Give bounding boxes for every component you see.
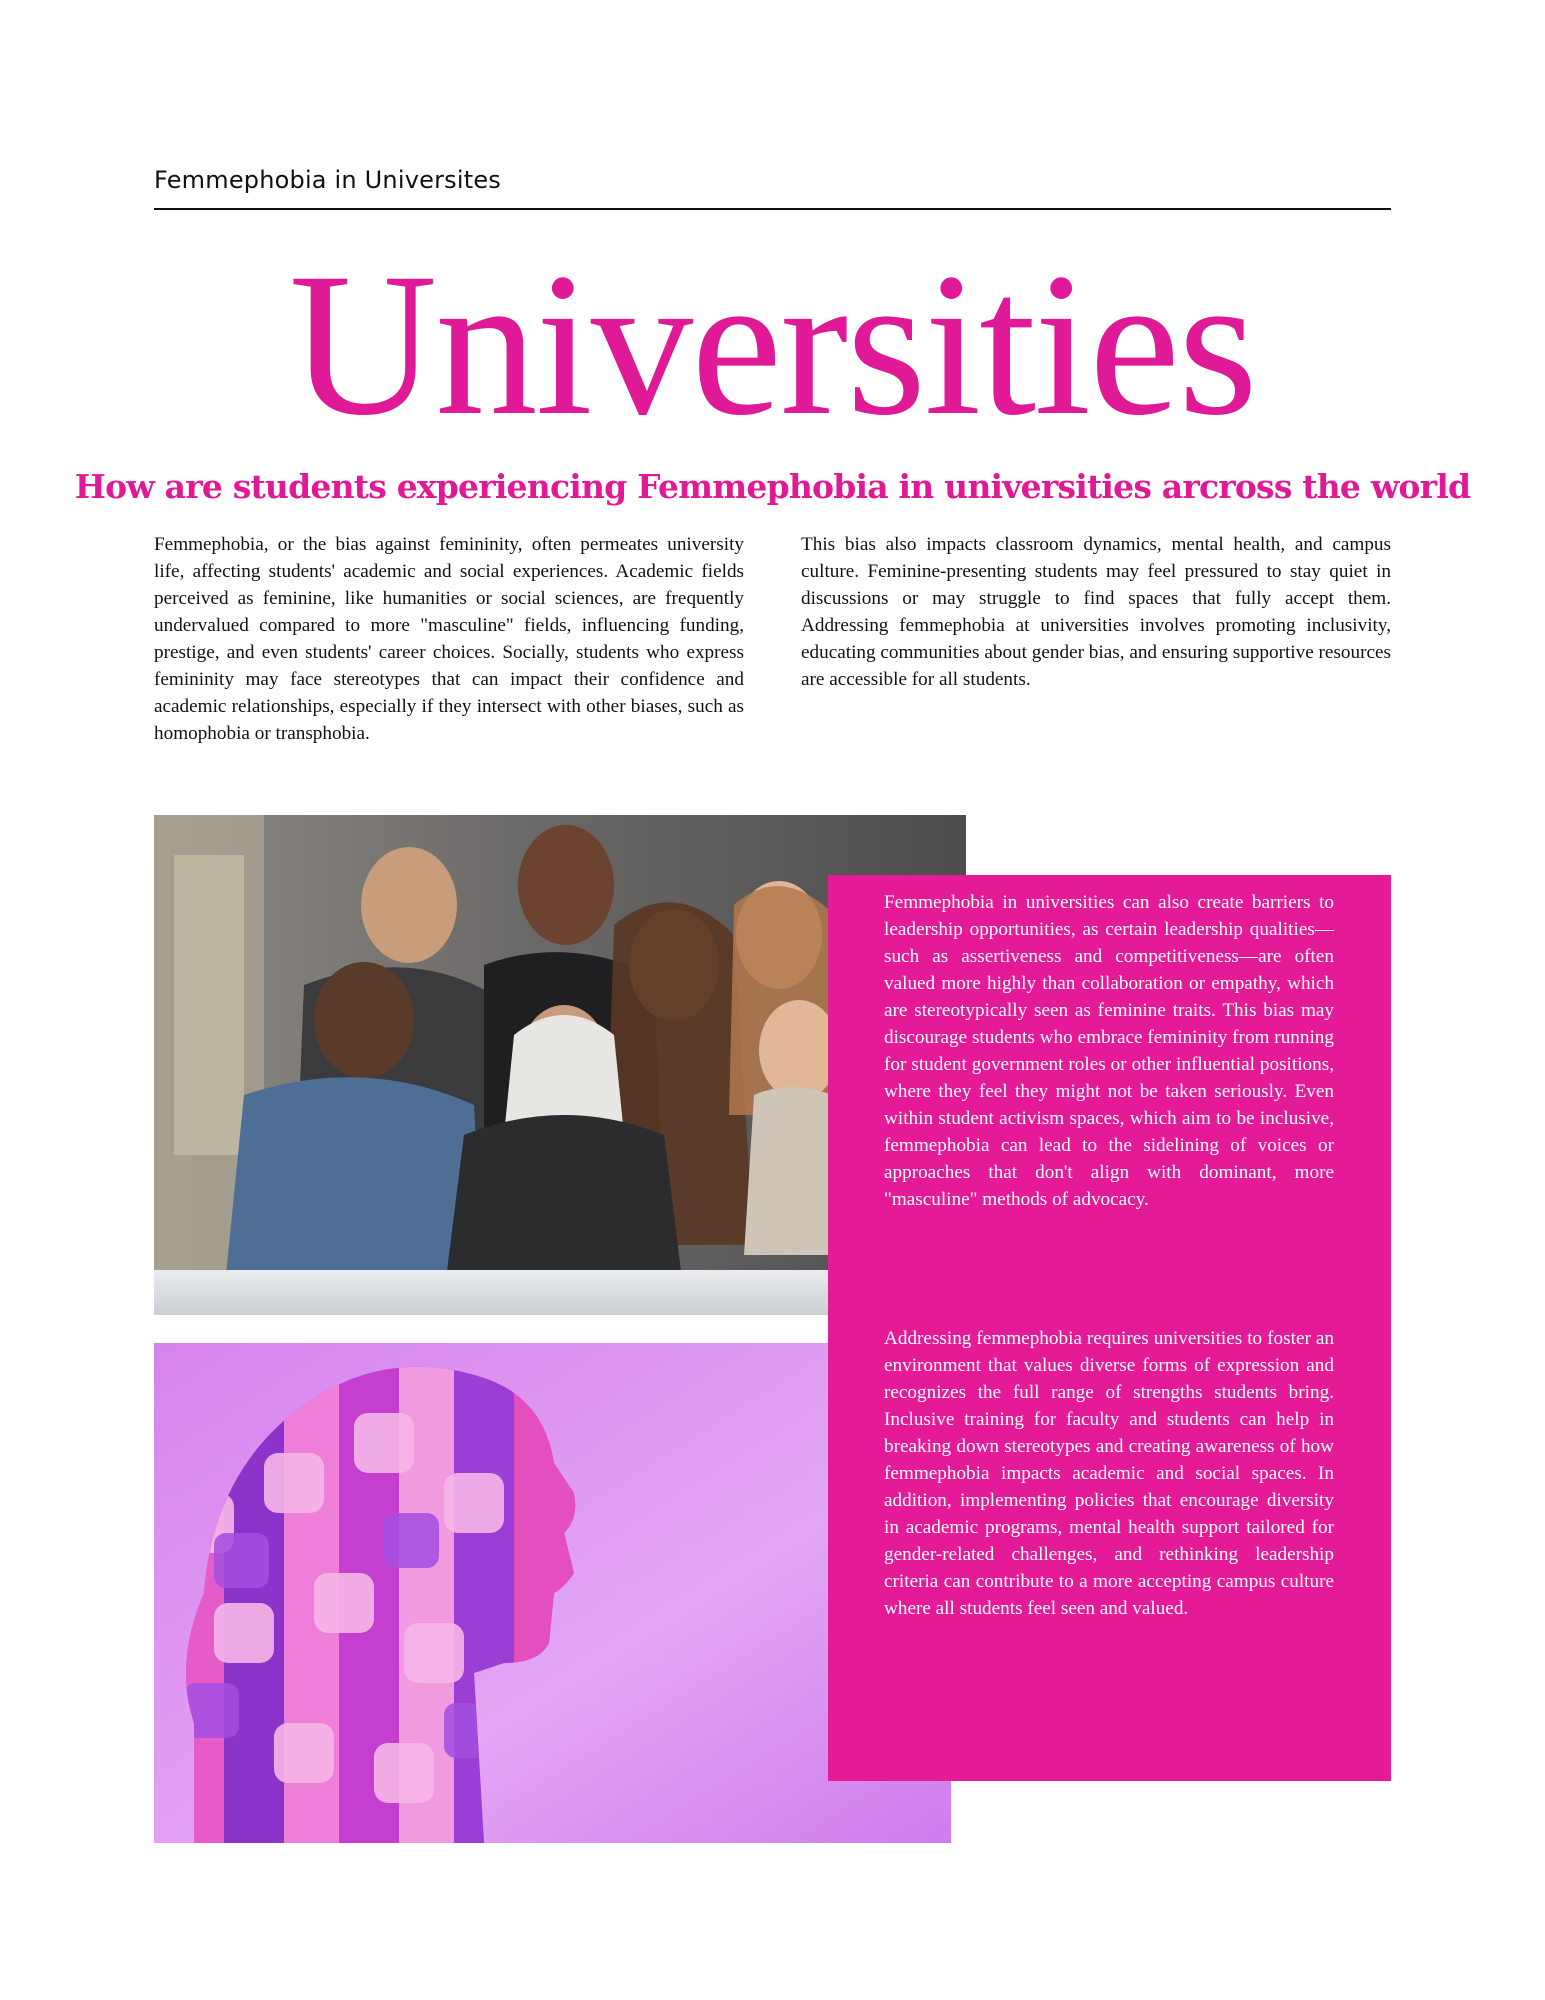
callout-paragraph-1: Femmephobia in universities can also create barriers to leadership opportunities, as certain leadership qualities—such as assertiveness and competitiveness—are often valued more highly than collaboration or empathy, which are stereotypically seen as feminine traits. This bias may discourage students who embrace femininity from running for student government roles or other influential positions, where they feel they might not be taken seriously. Even within student activism spaces, which aim to be inclusive, femmephobia can lead to the sidelining of voices or approaches that don't align with dominant, more "masculine" methods of advocacy. <box>884 892 1334 1210</box>
header-divider <box>154 208 1391 210</box>
page-title: Universities <box>289 231 1256 458</box>
running-title: Femmephobia in Universites <box>154 166 501 194</box>
callout-paragraph-2: Addressing femmephobia requires universities to foster an environment that values diverse forms of expression and recognizes the full range of strengths students bring. Inclusive training for faculty and students can help in breaking down stereotypes and creating awareness of how femmephobia impacts academic and social spaces. In addition, implementing policies that encourage diversity in academic programs, mental health support tailored for gender-related challenges, and rethinking leadership criteria can contribute to a more accepting campus culture where all students feel seen and valued. <box>884 1328 1334 1619</box>
callout-box <box>828 875 1391 1781</box>
page-subtitle: How are students experiencing Femmephobia in universities arcross the world <box>74 467 1471 506</box>
body-column-right: This bias also impacts classroom dynamics, mental health, and campus culture. Feminine-presenting students may feel pressured to stay quiet in discussions or may struggle to find spaces that fully accept them. Addressing femmephobia at universities involves promoting inclusivity, educating communities about gender bias, and ensuring supportive resources are accessible for all students. <box>801 534 1391 690</box>
body-column-left: Femmephobia, or the bias against femininity, often permeates university life, affecting students' academic and social experiences. Academic fields perceived as feminine, like humanities or social sciences, are frequently undervalued compared to more "masculine" fields, influencing funding, prestige, and even students' career choices. Socially, students who express femininity may face stereotypes that can impact their confidence and academic relationships, especially if they intersect with other biases, such as homophobia or transphobia. <box>154 534 744 744</box>
